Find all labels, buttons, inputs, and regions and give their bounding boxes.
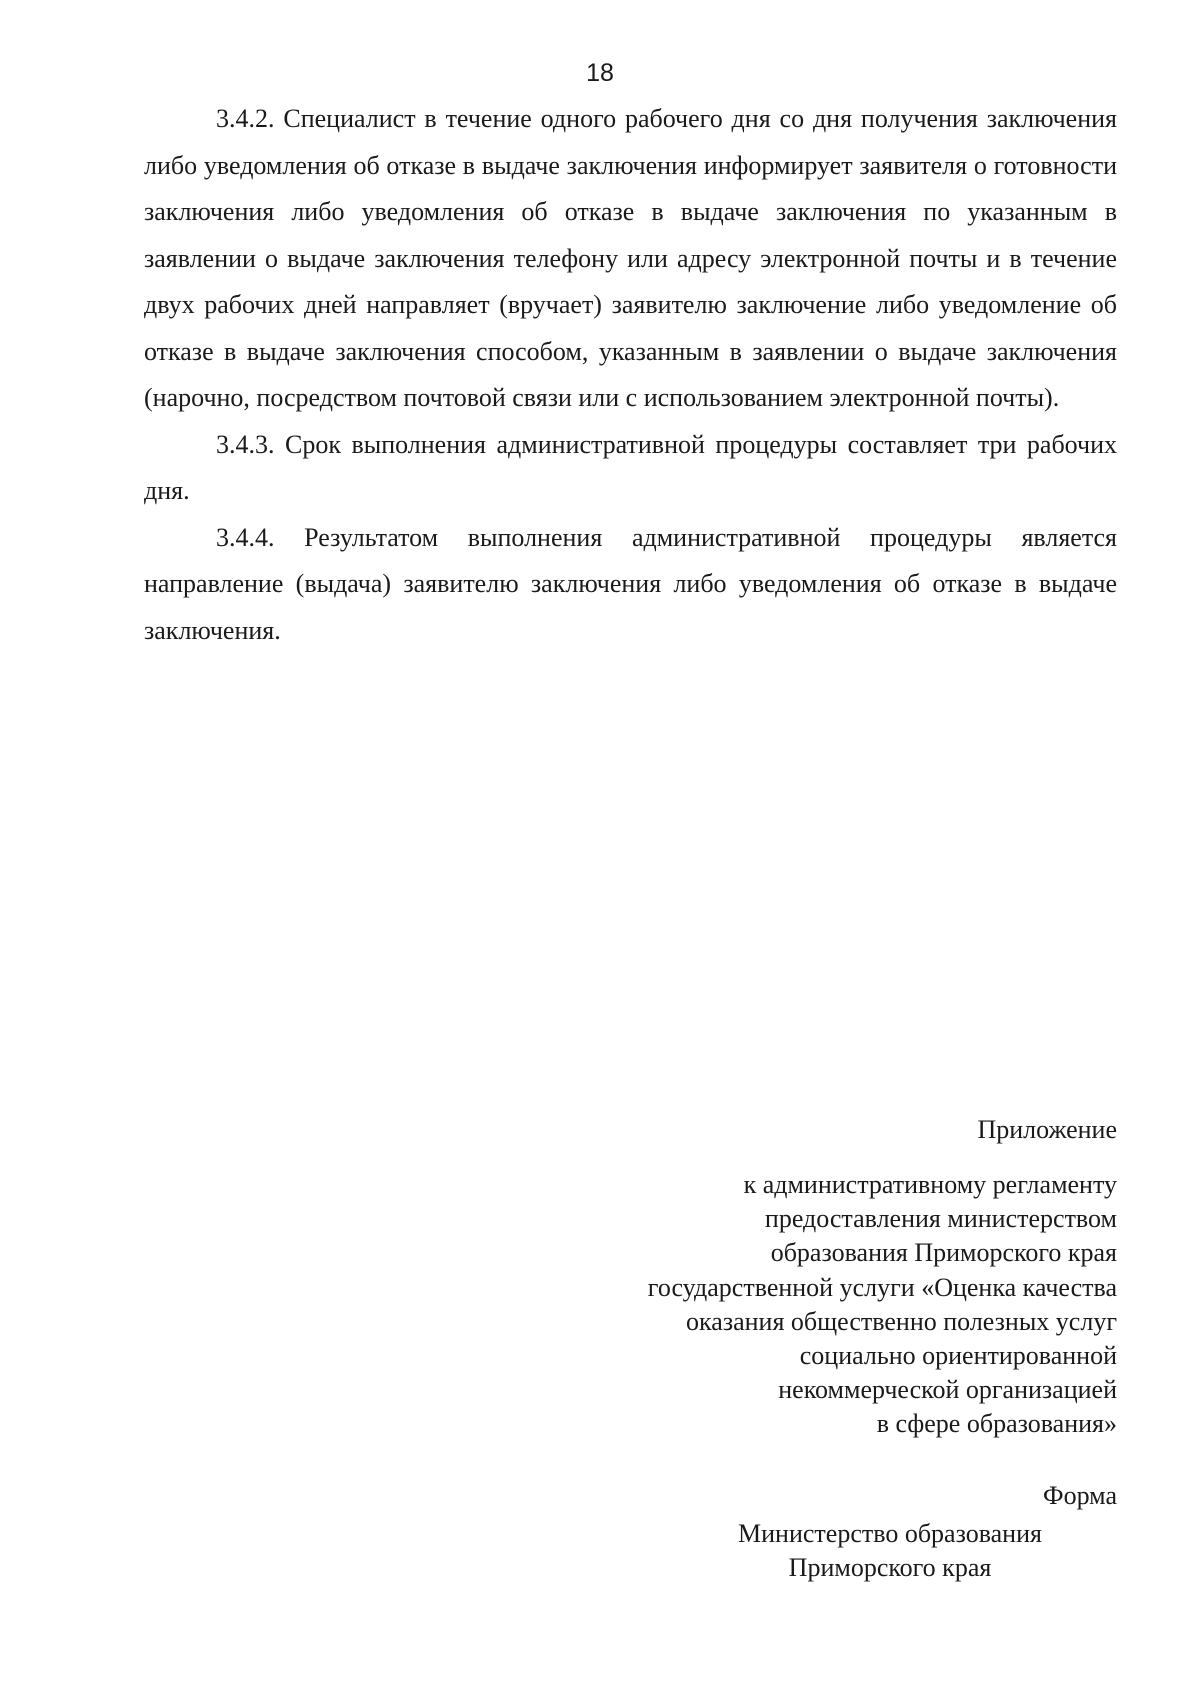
appendix-line: образования Приморского края — [770, 1238, 1117, 1268]
paragraph-3-4-4: 3.4.4. Результатом выполнения административной процедуры является направление (выдача) заявителю заключения либо уведомления об отказе в выдаче заключения. — [144, 522, 1117, 645]
document-body — [144, 96, 1117, 654]
ministry-line: Приморского края — [788, 1553, 992, 1582]
appendix-title: Приложение — [977, 1115, 1117, 1144]
appendix-line: в сфере образования» — [876, 1409, 1117, 1439]
appendix-line: оказания общественно полезных услуг — [686, 1306, 1117, 1336]
appendix-block — [517, 1113, 1117, 1513]
form-label: Форма — [1043, 1480, 1117, 1510]
ministry-line: Министерство образования — [738, 1519, 1042, 1548]
appendix-line: государственной услуги «Оценка качества — [647, 1272, 1117, 1302]
ministry-block — [610, 1517, 1170, 1585]
appendix-line: предоставления министерством — [764, 1204, 1117, 1234]
appendix-line: некоммерческой организацией — [778, 1375, 1117, 1405]
paragraph-3-4-2: 3.4.2. Специалист в течение одного рабочего дня со дня получения заключения либо уведомления об отказе в выдаче заключения информирует заявителя о готовности заключения либо уведомления об отказе в выдаче заключения по указанным в заявлении о выдаче заключения телефону или адресу электронной почты и в течение двух рабочих дней направляет (вручает) заявителю заключение либо уведомление об отказе в выдаче заключения способом, указанным в заявлении о выдаче заключения (нарочно, посредством почтовой связи или с использованием электронной почты). — [144, 104, 1117, 412]
page-number: 18 — [586, 59, 614, 87]
appendix-line: к административному регламенту — [743, 1170, 1117, 1199]
paragraph-3-4-3: 3.4.3. Срок выполнения административной процедуры составляет три рабочих дня. — [144, 429, 1117, 505]
appendix-line: социально ориентированной — [799, 1341, 1117, 1371]
